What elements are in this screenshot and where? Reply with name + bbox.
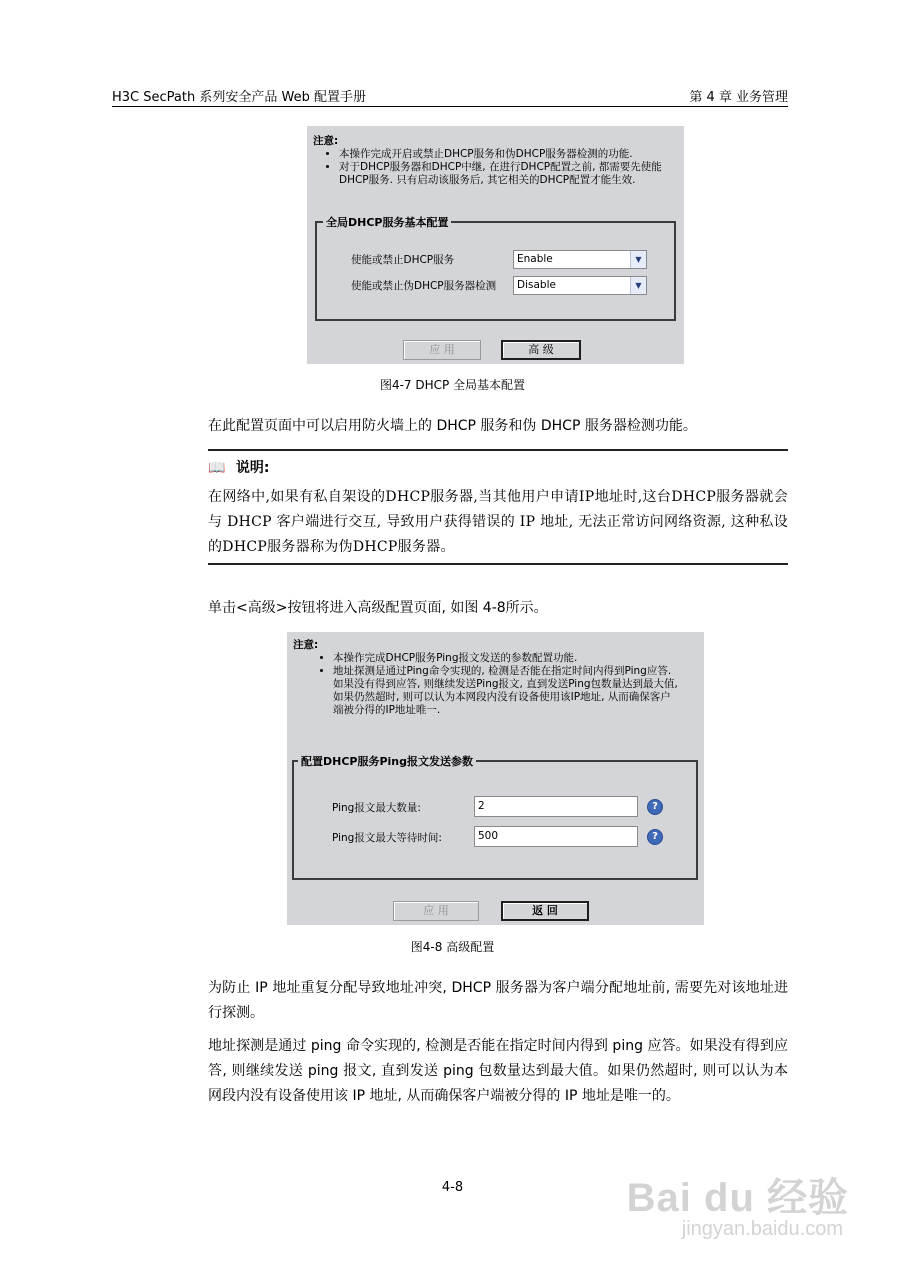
figure2-note-item: • 本操作完成DHCP服务Ping报文发送的参数配置功能. <box>333 652 679 665</box>
ping-max-count-label: Ping报文最大数量: <box>332 802 421 814</box>
fake-dhcp-detect-select[interactable] <box>513 276 647 295</box>
ping-max-wait-input[interactable]: 500 <box>474 826 638 847</box>
figure2-note-title: 注意: <box>293 639 319 651</box>
apply-button[interactable]: 应 用 <box>393 901 479 921</box>
ping-max-wait-label: Ping报文最大等待时间: <box>332 832 442 844</box>
page-number: 4-8 <box>441 1180 464 1195</box>
dhcp-service-select[interactable] <box>513 250 647 269</box>
advanced-button[interactable]: 高 级 <box>501 340 581 360</box>
figure2-legend: 配置DHCP服务Ping报文发送参数 <box>298 753 476 769</box>
book-icon: 📖 <box>208 460 226 476</box>
fake-dhcp-detect-label: 使能或禁止伪DHCP服务器检测 <box>351 280 497 292</box>
figure1-note-list <box>313 148 675 187</box>
explain-top-rule <box>208 449 788 451</box>
paragraph: 为防止 IP 地址重复分配导致地址冲突, DHCP 服务器为客户端分配地址前, 需要先对该地址进行探测。 <box>208 980 788 1021</box>
help-icon[interactable]: ? <box>648 830 662 844</box>
figure1-note <box>313 135 675 187</box>
back-button[interactable]: 返 回 <box>501 901 589 921</box>
watermark-url: jingyan.baidu.com <box>681 1218 843 1240</box>
ping-max-count-input[interactable]: 2 <box>474 796 638 817</box>
explain-bottom-rule <box>208 563 788 565</box>
figure1-fieldset <box>315 216 676 321</box>
chevron-down-icon[interactable]: ▼ <box>630 277 646 294</box>
figure2-note-item: • 地址探测是通过Ping命令实现的, 检测是否能在指定时间内得到Ping应答. 如果没有得到应答, 则继续发送Ping报文, 直到发送Ping包数量达到最大值, 如果仍然超时, 则可以认为本网段内没有设备使用该IP地址, 从而确保客户端被分得的IP地址唯一. <box>333 665 679 717</box>
figure2-note-list <box>293 652 693 717</box>
paragraph: 在此配置页面中可以启用防火墙上的 DHCP 服务和伪 DHCP 服务器检测功能。 <box>208 418 697 434</box>
header-right: 第 4 章 业务管理 <box>689 90 788 105</box>
paragraph: 地址探测是通过 ping 命令实现的, 检测是否能在指定时间内得到 ping 应答。如果没有得到应答, 则继续发送 ping 报文, 直到发送 ping 包数量达到最大值。如果仍然超时, 则可以认为本网段内没有设备使用该 IP 地址, 从而确保客户端被分得的 IP 地址是唯一的。 <box>208 1038 788 1104</box>
header-left: H3C SecPath 系列安全产品 Web 配置手册 <box>112 90 366 105</box>
figure1-legend: 全局DHCP服务基本配置 <box>323 214 451 230</box>
figure1-caption: 图4-7 DHCP 全局基本配置 <box>379 378 526 392</box>
dhcp-service-label: 使能或禁止DHCP服务 <box>351 254 455 266</box>
watermark-logo: Bai du 经验 <box>626 1176 849 1220</box>
explain-heading <box>208 458 270 478</box>
chevron-down-icon[interactable]: ▼ <box>630 251 646 268</box>
figure2-fieldset <box>292 755 698 880</box>
figure2-caption: 图4-8 高级配置 <box>410 940 495 954</box>
figure1-note-title: 注意: <box>313 135 339 147</box>
dhcp-service-select-value: Enable <box>517 253 553 265</box>
fake-dhcp-detect-select-value: Disable <box>517 279 556 291</box>
paragraph: 单击<高级>按钮将进入高级配置页面, 如图 4-8所示。 <box>208 600 548 616</box>
explain-text: 在网络中,如果有私自架设的DHCP服务器,当其他用户申请IP地址时,这台DHCP服务器就会与 DHCP 客户端进行交互, 导致用户获得错误的 IP 地址, 无法正常访问网络资源, 这种私设的DHCP服务器称为伪DHCP服务器。 <box>208 489 788 555</box>
figure2-screenshot <box>287 632 704 925</box>
help-icon[interactable]: ? <box>648 800 662 814</box>
apply-button[interactable]: 应 用 <box>403 340 481 360</box>
header-rule <box>112 106 788 107</box>
figure2-note <box>293 639 693 717</box>
explain-title: 说明: <box>235 460 270 476</box>
figure1-note-item: • 本操作完成开启或禁止DHCP服务和伪DHCP服务器检测的功能. <box>339 148 675 161</box>
figure1-screenshot <box>307 126 684 364</box>
figure1-note-item: • 对于DHCP服务器和DHCP中继, 在进行DHCP配置之前, 都需要先使能DHCP服务. 只有启动该服务后, 其它相关的DHCP配置才能生效. <box>339 161 675 187</box>
